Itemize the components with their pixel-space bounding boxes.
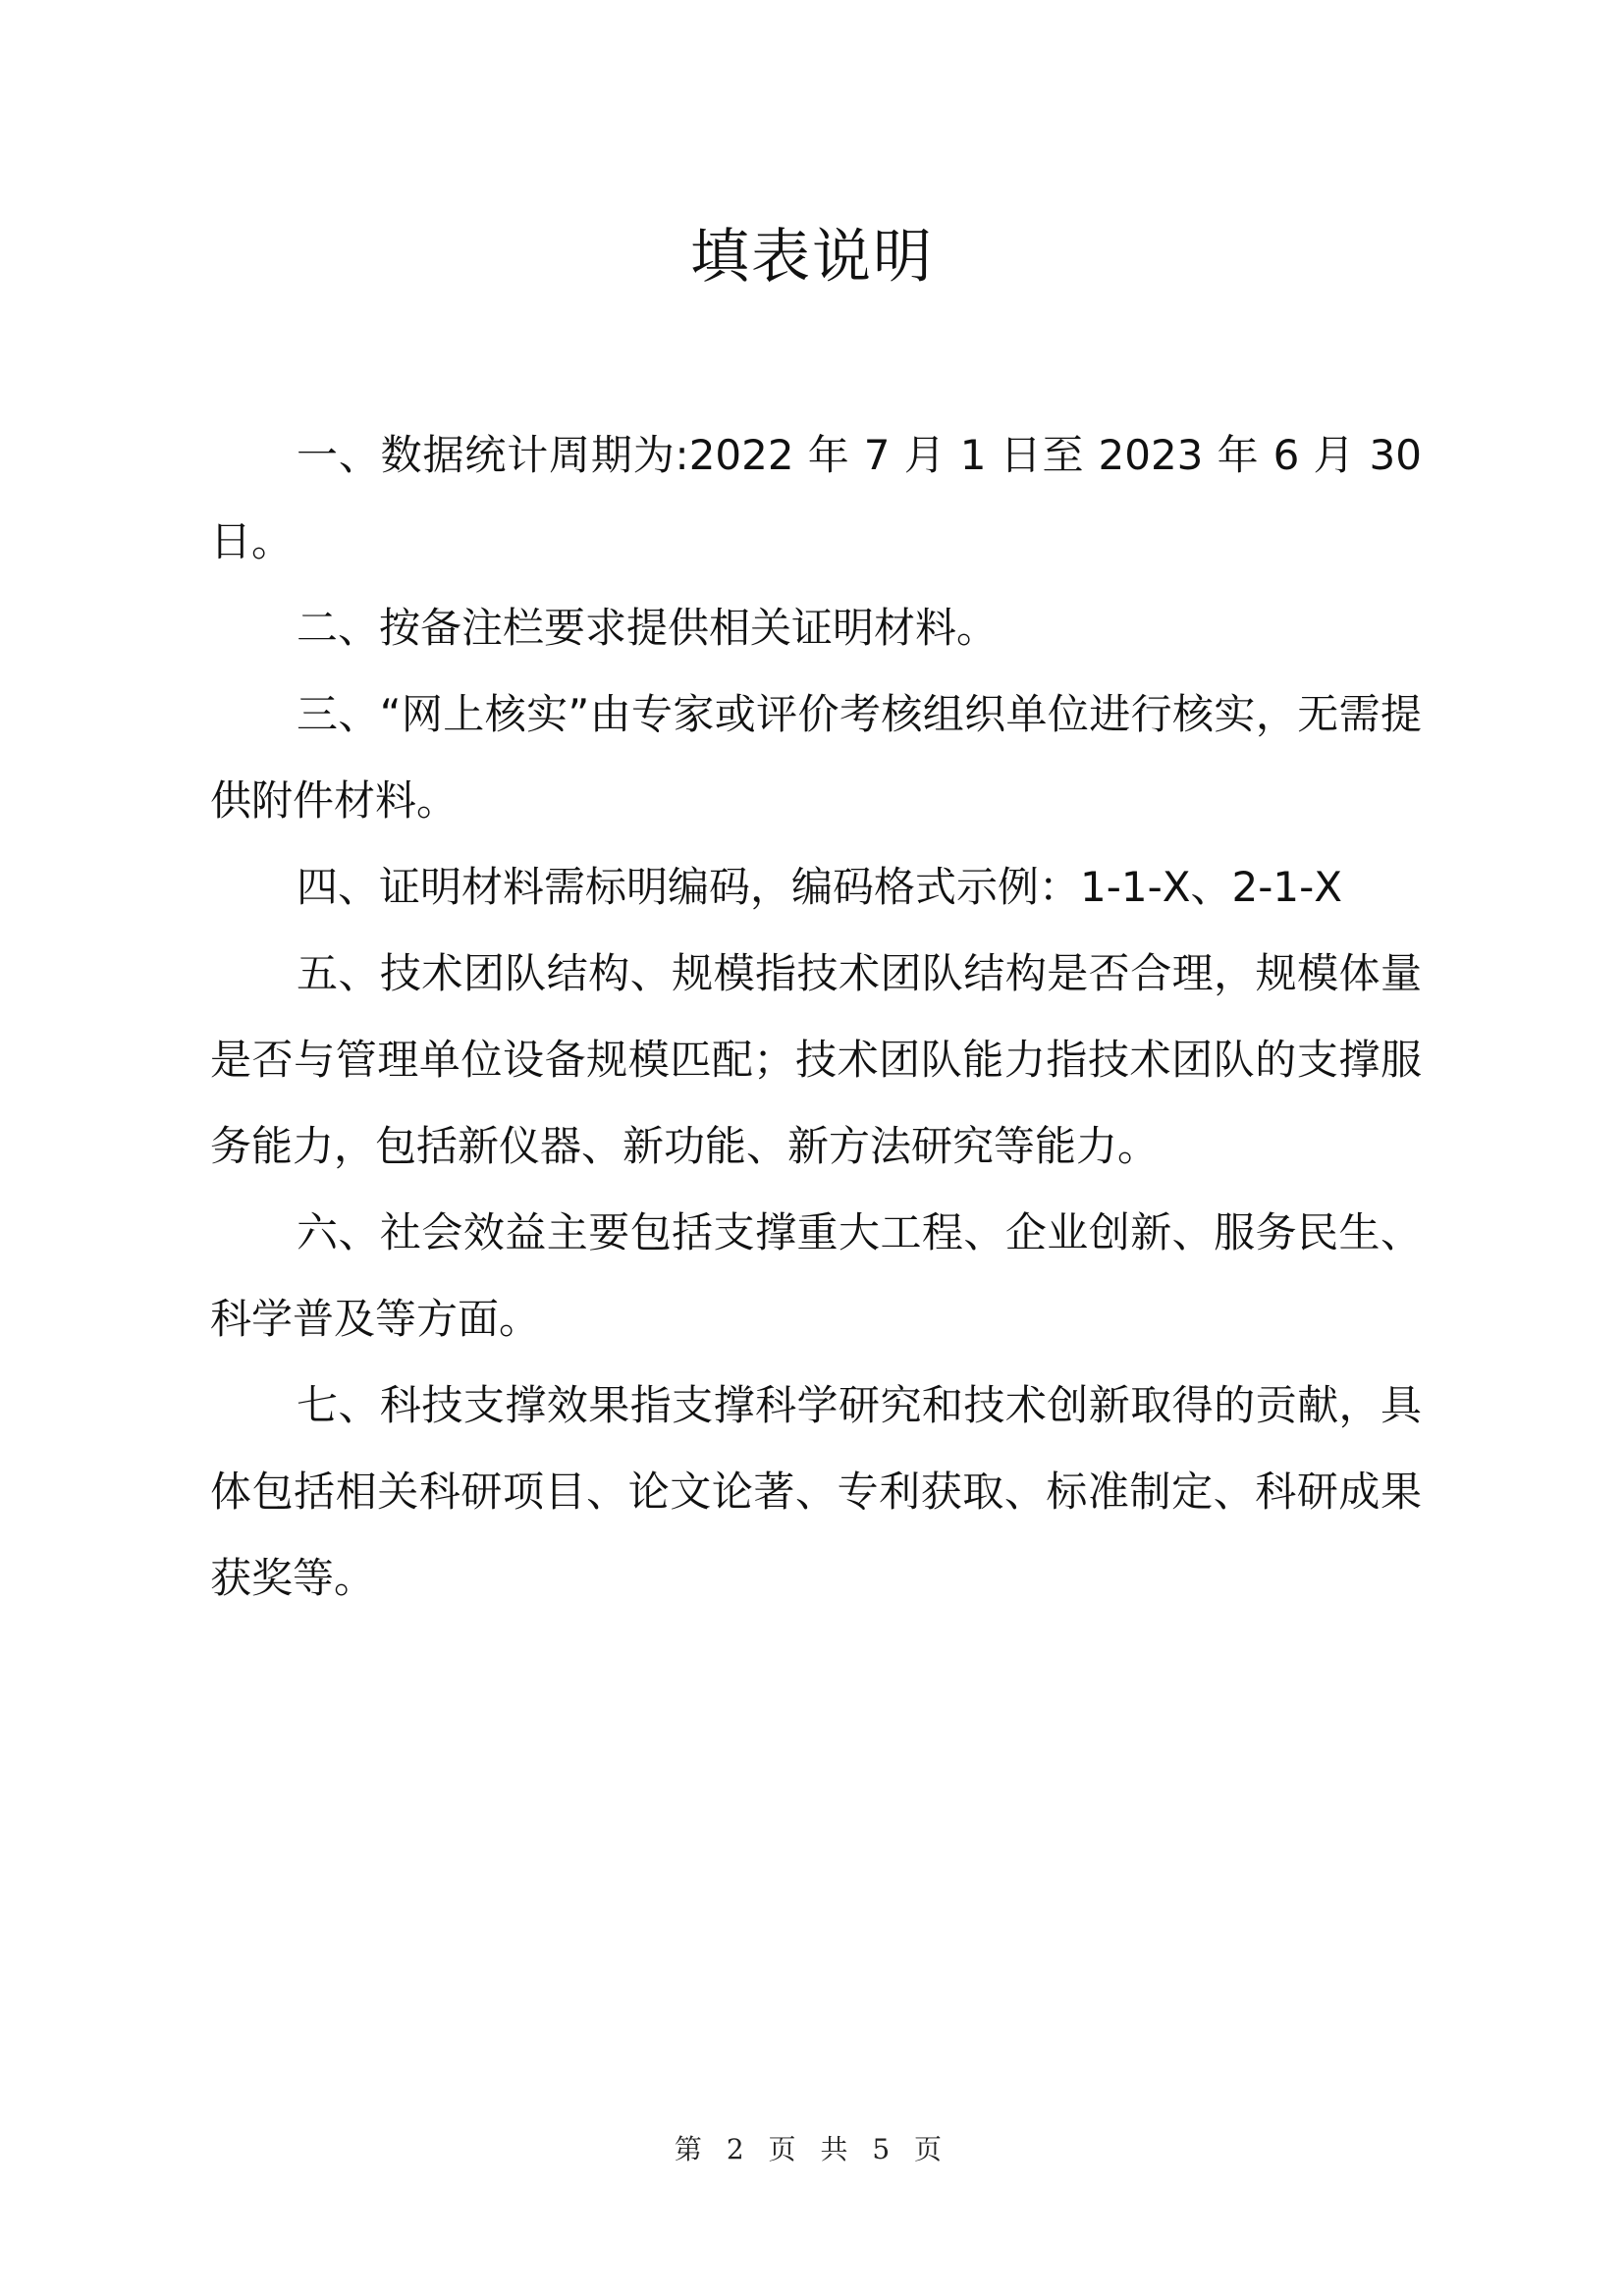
instruction-item-3: 三、“网上核实”由专家或评价考核组织单位进行核实，无需提供附件材料。 — [210, 690, 1422, 825]
page-number-footer: 第 2 页 共 5 页 — [674, 2133, 950, 2165]
instruction-item-2: 二、按备注栏要求提供相关证明材料。 — [297, 604, 999, 652]
instruction-item-5: 五、技术团队结构、规模指技术团队结构是否合理，规模体量是否与管理单位设备规模匹配；技术团队能力指技术团队的支撑服务能力，包括新仪器、新功能、新方法研究等能力。 — [210, 949, 1422, 1170]
instruction-item-4: 四、证明材料需标明编码，编码格式示例：1-1-X、2-1-X — [297, 863, 1343, 911]
instruction-item-1: 一、数据统计周期为:2022 年 7 月 1 日至 2023 年 6 月 30 日。 — [210, 431, 1422, 565]
page-title: 填表说明 — [690, 223, 934, 292]
instruction-item-7: 七、科技支撑效果指支撑科学研究和技术创新取得的贡献，具体包括相关科研项目、论文论著、专利获取、标准制定、科研成果获奖等。 — [210, 1381, 1422, 1602]
instruction-item-6: 六、社会效益主要包括支撑重大工程、企业创新、服务民生、科学普及等方面。 — [210, 1208, 1422, 1343]
instructions-body — [210, 412, 1422, 1622]
